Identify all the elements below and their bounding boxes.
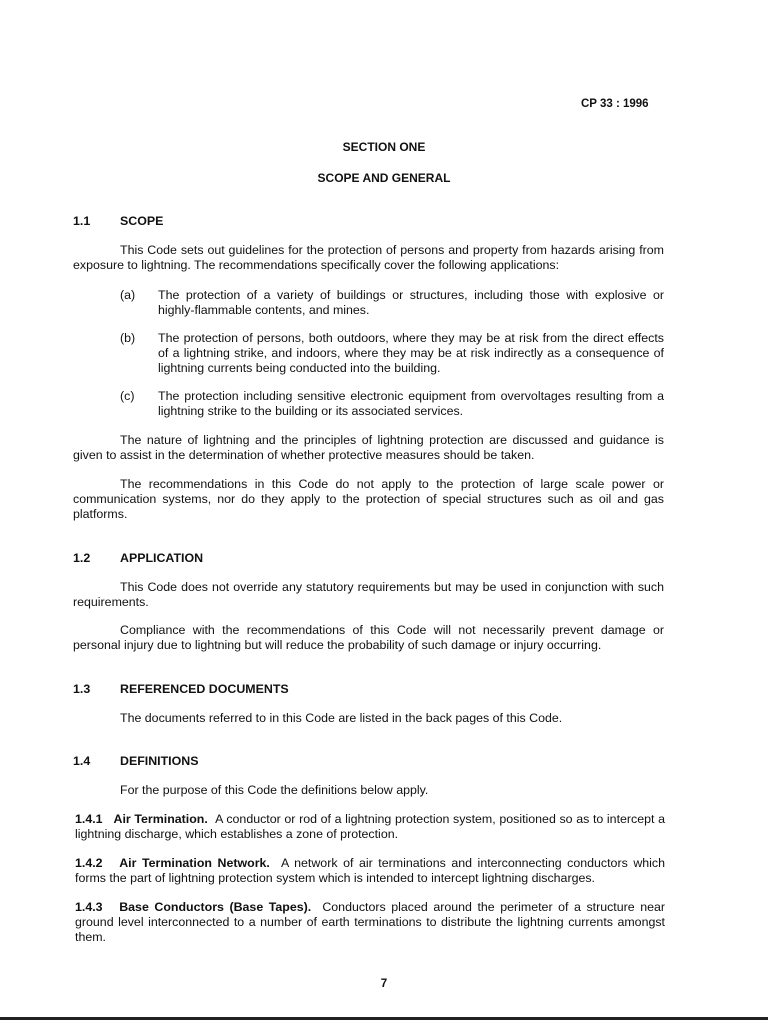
- list-item-text: The protection of a variety of buildings or structures, including those with explosive or highly-flammable contents, and mines.: [158, 288, 664, 317]
- paragraph: This Code sets out guidelines for the protection of persons and property from hazards arising from exposure to lightning. The recommendations specifically cover the following applications:: [73, 243, 664, 272]
- clause-title: DEFINITIONS: [120, 754, 199, 768]
- clause-title: SCOPE: [120, 214, 164, 228]
- paragraph: The recommendations in this Code do not apply to the protection of large scale power or communication systems, nor do they apply to the protection of special structures such as oil and gas platforms.: [73, 477, 664, 521]
- list-item-label: (b): [120, 331, 136, 345]
- definition-item: [75, 900, 665, 945]
- list-item-label: (a): [120, 288, 136, 302]
- definition-number: 1.4.2: [75, 856, 103, 870]
- definition-item: [75, 856, 665, 886]
- definition-text: A conductor or rod of a lightning protection system, positioned so as to intercept a lightning discharge, which establishes a zone of protection.: [75, 812, 665, 841]
- section-subtitle: SCOPE AND GENERAL: [317, 171, 451, 185]
- clause-number: 1.1: [73, 214, 91, 228]
- clause-title: APPLICATION: [120, 551, 204, 565]
- definition-term: Base Conductors (Base Tapes).: [119, 900, 312, 914]
- list-item-text: The protection of persons, both outdoors, where they may be at risk from the direct effects of a lightning strike, and indoors, where they may be at risk indirectly as a consequence of lightning currents being conducted into the building.: [158, 331, 664, 375]
- list-item-label: (c): [120, 389, 135, 403]
- definition-number: 1.4.1: [75, 812, 103, 826]
- clause-number: 1.4: [73, 754, 91, 768]
- paragraph: This Code does not override any statutory requirements but may be used in conjunction with such requirements.: [73, 580, 664, 609]
- clause-title: REFERENCED DOCUMENTS: [120, 682, 289, 696]
- document-id: CP 33 : 1996: [581, 98, 649, 110]
- paragraph: The documents referred to in this Code are listed in the back pages of this Code.: [120, 711, 563, 725]
- page-number: 7: [380, 978, 388, 990]
- paragraph: The nature of lightning and the principles of lightning protection are discussed and guidance is given to assist in the determination of whether protective measures should be taken.: [73, 433, 664, 462]
- list-item-text: The protection including sensitive electronic equipment from overvoltages resulting from a lightning strike to the building or its associated services.: [158, 389, 664, 418]
- clause-number: 1.2: [73, 551, 91, 565]
- paragraph: Compliance with the recommendations of this Code will not necessarily prevent damage or personal injury due to lightning but will reduce the probability of such damage or injury occurring.: [73, 623, 664, 652]
- clause-number: 1.3: [73, 682, 91, 696]
- definition-term: Air Termination.: [113, 812, 208, 826]
- definition-item: [75, 812, 665, 842]
- definition-text: Conductors placed around the perimeter of a structure near ground level interconnected to a number of earth terminations to distribute the lightning currents amongst them.: [75, 900, 665, 944]
- bottom-border: [0, 1017, 768, 1020]
- paragraph: For the purpose of this Code the definitions below apply.: [120, 783, 429, 797]
- definition-text: A network of air terminations and interconnecting conductors which forms the part of lightning protection system which is intended to intercept lightning discharges.: [75, 856, 665, 885]
- section-heading: SECTION ONE: [342, 140, 426, 154]
- definition-number: 1.4.3: [75, 900, 103, 914]
- definition-term: Air Termination Network.: [119, 856, 270, 870]
